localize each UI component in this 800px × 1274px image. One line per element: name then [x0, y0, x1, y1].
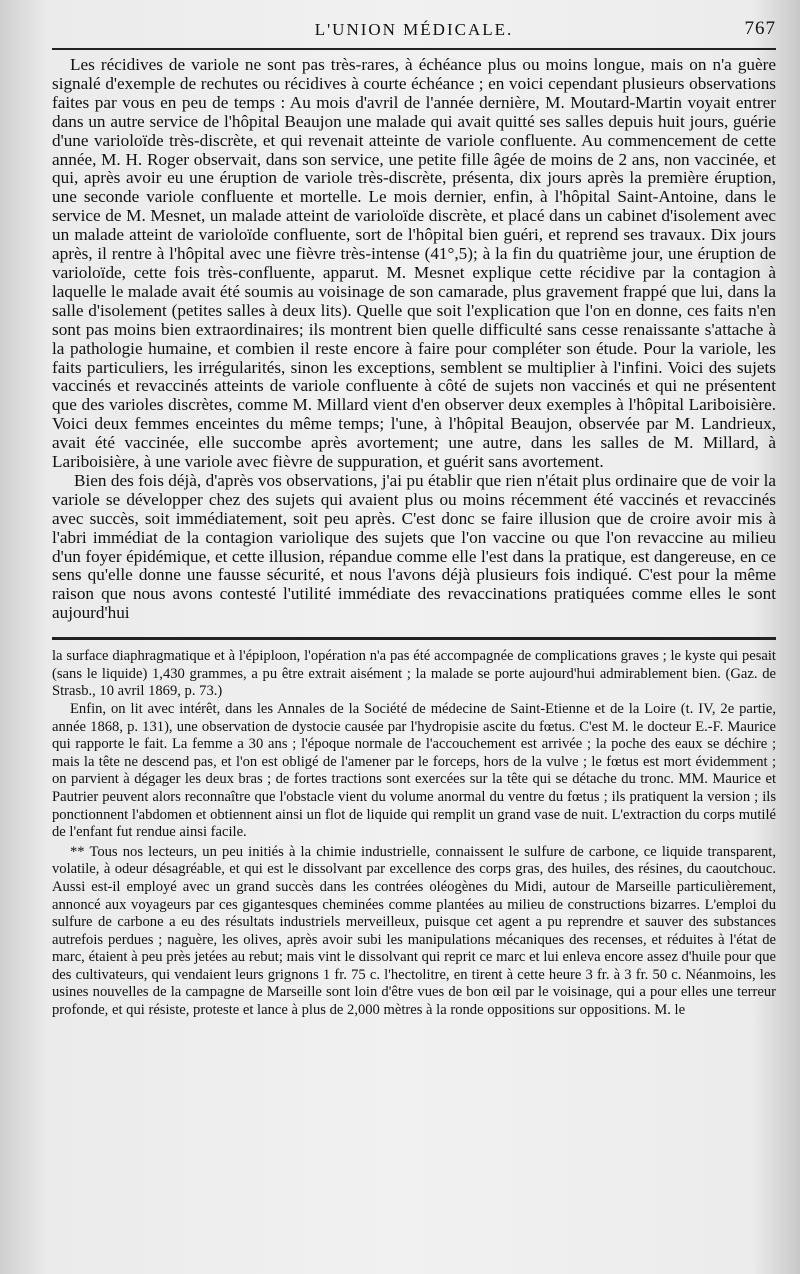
notes-column: [52, 648, 776, 1019]
header-rule: [52, 48, 776, 50]
page-number: 767: [744, 18, 776, 39]
running-header: [52, 16, 776, 46]
note-paragraph: ** Tous nos lecteurs, un peu initiés à la chimie industrielle, connaissent le sulfure de carbone, ce liquide transparent, volatile, à odeur désagréable, et qui est le dissolvant par excellence des corps gras, des huiles, des résines, du caoutchouc. Aussi est-il employé avec un grand succès dans les contrées oléogènes du Midi, autour de Marseille particulièrement, annoncé aux voyageurs par ces gigantesques cheminées comme plantées au milieu de constructions bizarres. L'emploi du sulfure de carbone a eu des résultats industriels merveilleux, puisque cet agent a pu reprendre et sauver des substances autrefois perdues ; naguère, les olives, après avoir subi les manipulations mécaniques des recenses, et réduites à l'état de marc, étaient à peu près jetées au rebut; mais vint le dissolvant qui reprit ce marc et lui enleva encore assez d'huile pour que des cultivateurs, qui vendaient leurs grignons 1 fr. 75 c. l'hectolitre, en tirent à cette heure 3 fr. à 3 fr. 50 c. Néanmoins, les usines nouvelles de la campagne de Marseille sont loin d'être vues de bon œil par le voisinage, qui a pour elles une terreur profonde, et qui résiste, proteste et lance à plus de 2,000 mètres à la ronde oppositions sur oppositions. M. le: [52, 843, 776, 1019]
main-paragraph: Les récidives de variole ne sont pas très-rares, à échéance plus ou moins longue, mais on n'a guère signalé d'exemple de rechutes ou récidives à courte échéance ; en voici cependant plusieurs observations faites par vous en peu de temps : Au mois d'avril de l'année dernière, M. Moutard-Martin voyait entrer dans un autre service de l'hôpital Beaujon une malade qui avait quitté ses salles depuis huit jours, guérie d'une varioloïde très-discrète, et qui revenait atteinte de variole confluente. Au commencement de cette année, M. H. Roger observait, dans son service, une petite fille âgée de moins de 2 ans, non vaccinée, et qui, après avoir eu une éruption de variole très-discrète, présenta, dix jours après la première éruption, une seconde variole confluente et mortelle. Le mois dernier, enfin, à l'hôpital Saint-Antoine, dans le service de M. Mesnet, un malade atteint de varioloïde discrète, et placé dans un cabinet d'isolement avec un malade atteint de varioloïde confluente, sort de l'hôpital bien guéri, et reprend ses travaux. Dix jours après, il rentre à l'hôpital avec une fièvre très-intense (41°,5); à la fin du quatrième jour, une éruption de varioloïde, cette fois très-confluente, apparut. M. Mesnet explique cette récidive par la contagion à laquelle le malade avait été soumis au voisinage de son camarade, plus gravement frappé que lui, dans la salle d'isolement (petites salles à deux lits). Quelle que soit l'explication que l'on en donne, ces faits n'en sont pas moins bien extraordinaires; ils montrent bien quelle difficulté sans cesse renaissante s'attache à la pathologie humaine, et combien il reste encore à faire pour compléter son étude. Pour la variole, les faits particuliers, les irrégularités, sinon les exceptions, semblent se multiplier à l'infini. Voici des sujets vaccinés et revaccinés atteints de variole confluente à côté de sujets non vaccinés et qui ne présentent que des varioles discrètes, comme M. Millard vient d'en observer deux exemples à l'hôpital Lariboisière. Voici deux femmes enceintes du même temps; l'une, à l'hôpital Beaujon, observée par M. Landrieux, avait été vaccinée, elle succombe après avortement; une autre, dans les salles de M. Millard, à Lariboisière, à une variole avec fièvre de suppuration, et guérit sans avortement.: [52, 55, 776, 472]
section-rule: [52, 637, 776, 640]
main-paragraph: Bien des fois déjà, d'après vos observations, j'ai pu établir que rien n'était plus ordinaire que de voir la variole se développer chez des sujets qui avaient plus ou moins récemment été vaccinés et revaccinés avec succès, soit immédiatement, soit peu après. C'est donc se faire illusion que de croire avoir mis à l'abri immédiat de la contagion variolique des sujets que l'on vaccine ou que l'on revaccine au milieu d'un foyer épidémique, et cette illusion, répandue comme elle l'est dans la pratique, est dangereuse, en ce sens qu'elle donne une fausse sécurité, et nous l'avons déjà plusieurs fois indiqué. C'est pour la même raison que nous avons contesté l'utilité immédiate des revaccinations pratiquées comme elles le sont aujourd'hui: [52, 470, 776, 623]
journal-title: L'UNION MÉDICALE.: [314, 20, 514, 39]
note-paragraph: la surface diaphragmatique et à l'épiploon, l'opération n'a pas été accompagnée de complications graves ; le kyste qui pesait (sans le liquide) 1,430 grammes, a pu être extrait aisément ; la malade se porte aujourd'hui admirablement bien. (Gaz. de Strasb., 10 avril 1869, p. 73.): [52, 648, 776, 700]
note-paragraph: Enfin, on lit avec intérêt, dans les Annales de la Société de médecine de Saint-Etienne et de la Loire (t. IV, 2e partie, année 1868, p. 131), une observation de dystocie causée par l'hydropisie ascite du fœtus. C'est M. le docteur E.-F. Maurice qui rapporte le fait. La femme a 30 ans ; l'époque normale de l'accouchement est arrivée ; la poche des eaux se déchire ; mais la tête ne descend pas, et l'on est obligé de l'amener par le forceps, hors de la vulve ; le fœtus est mort évidemment ; on parvient à dégager les deux bras ; de fortes tractions sont exercées sur la tête qui se détache du tronc. MM. Maurice et Pautrier peuvent alors reconnaître que l'obstacle vient du volume anormal du ventre du fœtus ; ils pratiquent la version ; ils ponctionnent l'abdomen et obtiennent ainsi un flot de liquide qui remplit un grand vase de nuit. L'extraction du corps mutilé de l'enfant fut rendue ainsi facile.: [52, 700, 776, 841]
main-column: [52, 56, 776, 623]
